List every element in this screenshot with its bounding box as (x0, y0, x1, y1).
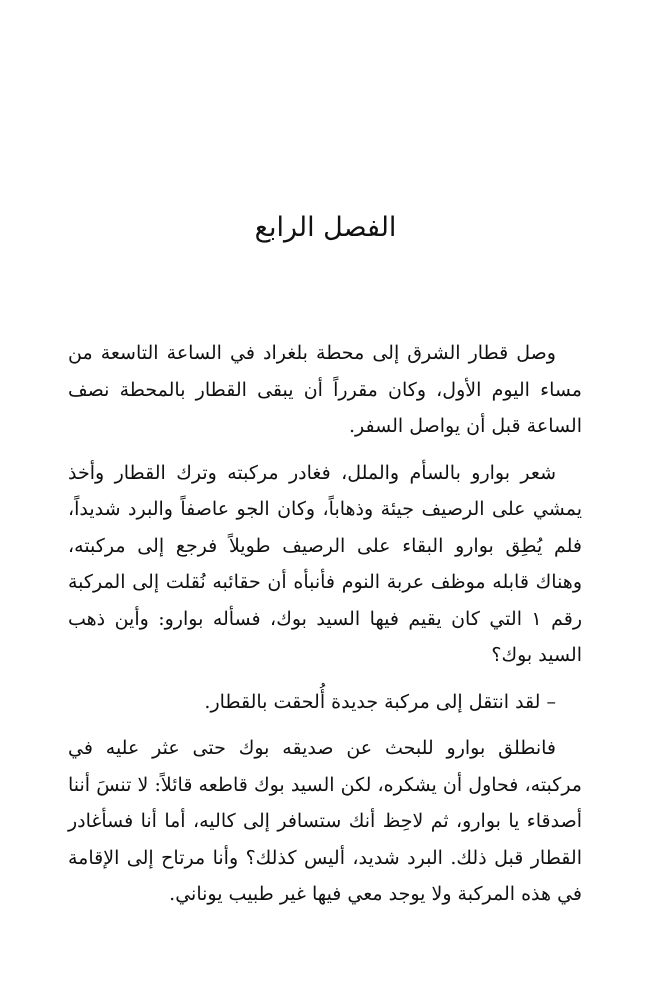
paragraph-4: فانطلق بوارو للبحث عن صديقه بوك حتى عثر عليه في مركبته، فحاول أن يشكره، لكن السيد بوك قاطعه قائلاً: لا تنسَ أننا أصدقاء يا بوارو، ثم لاحِظ أنك ستسافر إلى كاليه، أما أنا فسأغادر القطار قبل ذلك. البرد شديد، أليس كذلك؟ وأنا مرتاح إلى الإقامة في هذه المركبة ولا يوجد معي فيها غير طبيب يوناني. (68, 737, 582, 905)
paragraph-1: وصل قطار الشرق إلى محطة بلغراد في الساعة التاسعة من مساء اليوم الأول، وكان مقرراً أن يبقى القطار بالمحطة نصف الساعة قبل أن يواصل السفر. (68, 342, 582, 437)
chapter-title: الفصل الرابع (254, 212, 397, 243)
paragraph-3-dialogue: – لقد انتقل إلى مركبة جديدة أُلحقت بالقطار. (204, 690, 556, 713)
paragraph-2: شعر بوارو بالسأم والملل، فغادر مركبته وترك القطار وأخذ يمشي على الرصيف جيئة وذهاباً، وكان الجو عاصفاً والبرد شديداً، فلم يُطِق بوارو البقاء على الرصيف طويلاً فرجع إلى مركبته، وهناك قابله موظف عربة النوم فأنبأه أن حقائبه نُقلت إلى المركبة رقم ١ التي كان يقيم فيها السيد بوك، فسأله بوارو: وأين ذهب السيد بوك؟ (68, 461, 582, 666)
chapter-body (68, 335, 582, 923)
